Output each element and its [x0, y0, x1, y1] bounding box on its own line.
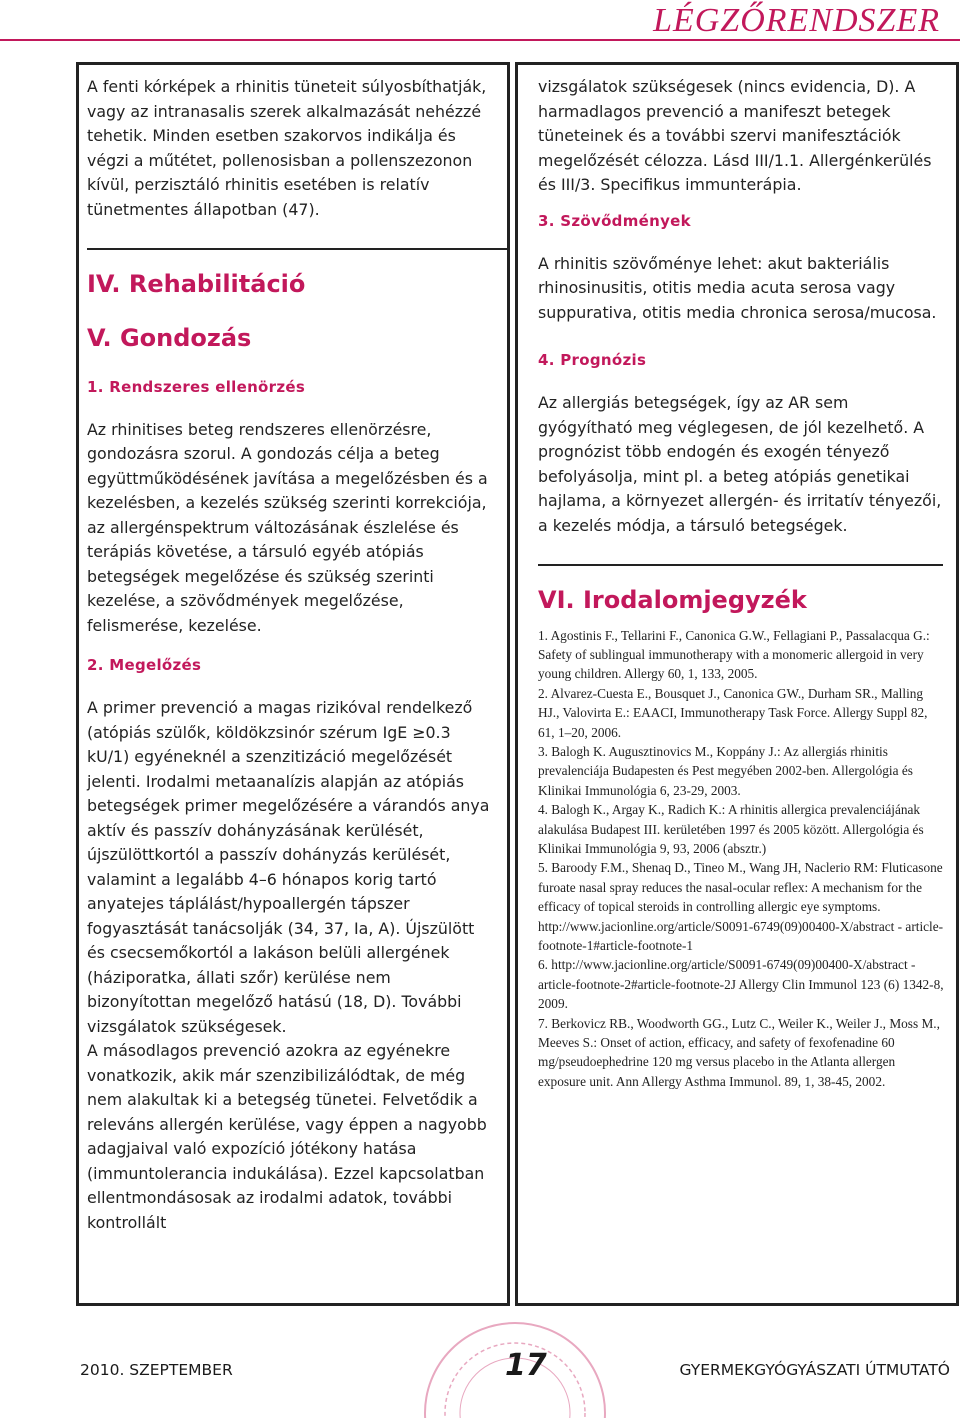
- section-v-heading: V. Gondozás: [87, 323, 252, 352]
- reference-item: 7. Berkovicz RB., Woodworth GG., Lutz C., Weiler K., Weiler J., Moss M., Meeves S.: Onset of action, efficacy, and safety of fexofenadine 60 mg/pseudoephedrine 120 mg versus placebo in the Atlanta allergen exposure unit. Ann Allergy Asthma Immunol. 89, 1, 38-45, 2002.: [538, 1015, 940, 1089]
- subsection-2-heading: 2. Megelőzés: [87, 656, 202, 674]
- continued-paragraph: vizsgálatok szükségesek (nincs evidencia, D). A harmadlagos prevenció a manifeszt betegek tüneteinek és a további szervi manifesztációk megelőzését célozza. Lásd III/1.1. Allergénkerülés és III/3. Specifikus immunterápia.: [538, 77, 932, 194]
- section-vi-heading: VI. Irodalomjegyzék: [538, 585, 807, 614]
- page-number: 17: [505, 1348, 547, 1383]
- subsection-1-heading: 1. Rendszeres ellenörzés: [87, 377, 306, 396]
- section-iv-heading: IV. Rehabilitáció: [87, 269, 306, 298]
- reference-item: 3. Balogh K. Augusztinovics M., Koppány J.: Az allergiás rhinitis prevalenciája Budapesten és Pest megyében 2002-ben. Allergológia és Klinikai Immunológia 6, 23-29, 2003.: [538, 743, 913, 798]
- subsection-3-heading: 3. Szövődmények: [538, 211, 691, 230]
- reference-item: 2. Alvarez-Cuesta E., Bousquet J., Canonica GW., Durham SR., Malling HJ., Valovirta E.: EAACI, Immunotherapy Task Force. Allergy Suppl 82, 61, 1–20, 2006.: [538, 685, 928, 740]
- footer-publication-title: GYERMEKGYÓGYÁSZATI ÚTMUTATÓ: [679, 1361, 950, 1379]
- reference-item: 5. Baroody F.M., Shenaq D., Tineo M., Wang JH, Naclerio RM: Fluticasone furoate nasal spray reduces the nasal-ocular reflex: A mechanism for the efficacy of topical steroids in controlling allergic eye symptoms. http://www.jacionline.org/article/S0091-6749(09)00400-X/abstract - article-footnote-1#article-footnote-1: [538, 860, 944, 953]
- reference-item: 1. Agostinis F., Tellarini F., Canonica G.W., Fellagiani P., Passalacqua G.: Safety of sublingual immunotherapy with a monomeric allergoid in very young children. Allergy 60, 1, 133, 2005.: [538, 627, 930, 682]
- header-rule: [0, 39, 960, 41]
- header-title: LÉGZŐRENDSZER: [653, 2, 940, 39]
- intro-paragraph: A fenti kórképek a rhinitis tüneteit súlyosbíthatják, vagy az intranasalis szerek alkalmazását nehézzé tehetik. Minden esetben szakorvos indikálja és végzi a műtétet, pollenosisban a pollenszezonon kívül, perzisztáló rhinitis esetében is relatív tünetmentes állapotban (47).: [87, 77, 487, 219]
- section-divider: [87, 248, 507, 250]
- subsection-3-text: A rhinitis szövőménye lehet: akut bakteriális rhinosinusitis, otitis media acuta serosa vagy suppurativa, otitis media chronica serosa/mucosa.: [538, 253, 937, 322]
- subsection-2-text: A primer prevenció a magas rizikóval rendelkező (atópiás szülők, köldökzsinór szérum IgE ≥0.3 kU/1) egyéneknél a szenzitizáció megelőzését jelenti. Irodalmi metaanalízis alapján az atópiás betegségek primer megelőzésére a várandós anya aktív és passzív dohányzásának kerülését, újszülöttkortól a passzív dohányzás kerülését, valamint a legalább 4–6 hónapos korig tartó anyatejes táplálást/hypoallergén tápszer fogyasztását tanácsolják (34, 37, Ia, A). Újszülött és csecsemőkortól a lakáson belüli allergének (háziporatka, állati szőr) kerülése nem bizonyítottan megelőző hatású (18, D). További vizsgálatok szükségesek.: [87, 698, 490, 1036]
- left-column-box: [76, 62, 510, 1306]
- right-column-box: [515, 62, 959, 1306]
- reference-item: 6. http://www.jacionline.org/article/S0091-6749(09)00400-X/abstract - article-footnote-2#article-footnote-2J Allergy Clin Immunol 123 (6) 1342-8, 2009.: [538, 957, 944, 1012]
- subsection-1-text: Az rhinitises beteg rendszeres ellenörzésre, gondozásra szorul. A gondozás célja a beteg együttműködésének javítása a megelőzésben és a kezelésben, a kezelés szükség szerinti korrekciója, az allergénspektrum változásának észlelése és terápiás követése, a társuló egyéb atópiás betegségek megelőzése és szükség szerinti kezelése, a szövődmények megelőzése, felismerése, kezelése.: [87, 419, 488, 635]
- reference-list: [538, 626, 946, 1092]
- subsection-4-text: Az allergiás betegségek, így az AR sem gyógyítható meg véglegesen, de jól kezelhető. A prognózist több endogén és exogén tényező befolyásolja, mint pl. a beteg atópiás genetikai hajlama, a környezet allergén- és irritatív tényezői, a kezelés módja, a társuló betegségek.: [538, 393, 942, 535]
- subsection-2-text-secondary: A másodlagos prevenció azokra az egyénekre vonatkozik, akik már szenzibilizálódtak, de még nem alakultak ki a betegség tünetei. Felvetődik a releváns allergén kerülése, vagy éppen a nagyobb adagjaival való expozíció jótékony hatása (immuntolerancia indukálása). Ezzel kapcsolatban ellentmondásosak az irodalmi adatok, további kontrollált: [87, 1041, 487, 1232]
- subsection-4-heading: 4. Prognózis: [538, 351, 647, 369]
- section-divider: [538, 564, 943, 566]
- reference-item: 4. Balogh K., Argay K., Radich K.: A rhinitis allergica prevalenciájának alakulása Budapest III. kerületében 1997 és 2005 között. Allergológia és Klinikai Immunológia 9, 93, 2006 (absztr.): [538, 802, 924, 856]
- footer-date: 2010. SZEPTEMBER: [80, 1361, 233, 1379]
